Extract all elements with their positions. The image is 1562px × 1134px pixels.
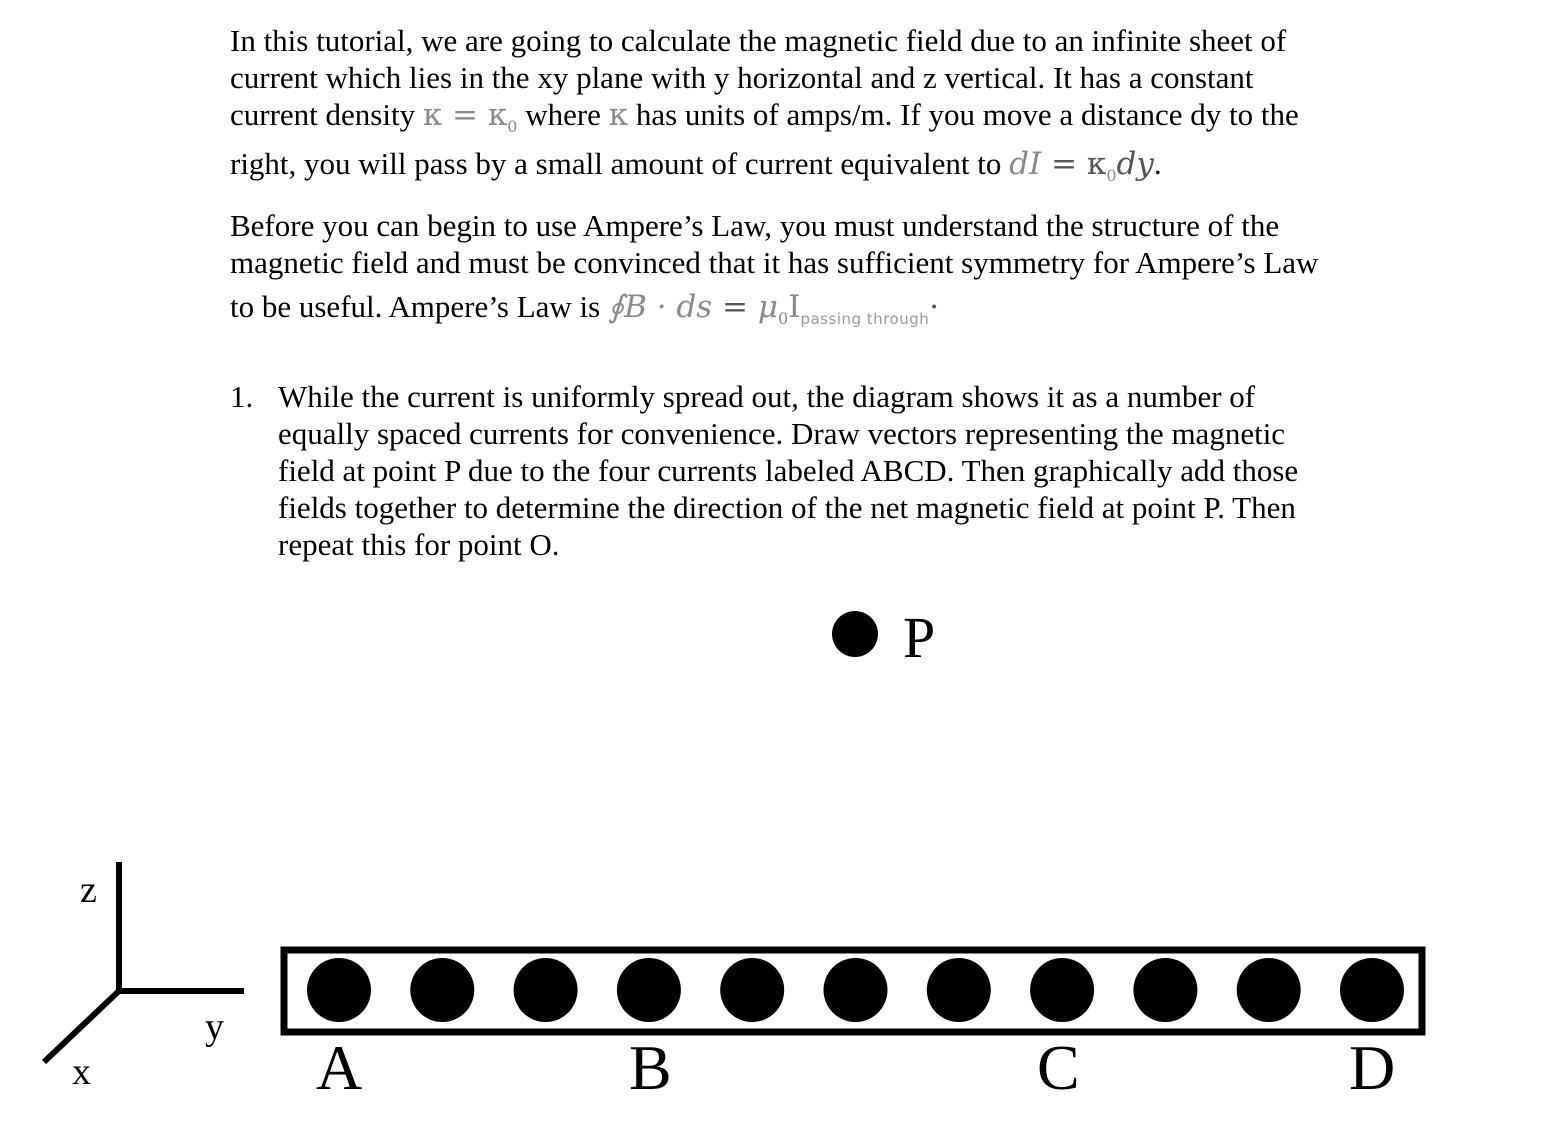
- intro-line-3-pre: current density: [230, 97, 423, 132]
- ampere-line-2: magnetic field and must be convinced that it has sufficient symmetry for Ampere’s Law: [230, 245, 1319, 280]
- wire-dot-9: [1133, 958, 1197, 1022]
- ampere-formula-mu-sub: 0: [778, 309, 789, 329]
- wire-label-c: C: [1037, 1032, 1080, 1103]
- question-line-1: While the current is uniformly spread out, the diagram shows it as a number of: [278, 379, 1256, 414]
- ampere-formula-mu: μ: [757, 289, 779, 325]
- x-axis-label: x: [72, 1051, 91, 1093]
- wire-dot-3: [514, 958, 578, 1022]
- question-line-3: field at point P due to the four currents labeled ABCD. Then graphically add those: [278, 453, 1299, 488]
- ampere-line-3-pre: to be useful. Ampere’s Law is: [230, 289, 608, 324]
- question-line-5: repeat this for point O.: [278, 527, 560, 562]
- ampere-formula-I: I: [788, 289, 801, 325]
- intro-line-4-pre: right, you will pass by a small amount of current equivalent to: [230, 146, 1010, 182]
- question-line-4: fields together to determine the direction of the net magnetic field at point P. Then: [278, 490, 1296, 525]
- ampere-formula-lhs: ∮B · ds: [607, 289, 713, 325]
- ampere-line-1: Before you can begin to use Ampere’s Law, you must understand the structure of the: [230, 208, 1280, 243]
- kappa-equation: κ = κ: [422, 97, 508, 133]
- ampere-formula-end: ·: [929, 289, 940, 325]
- wire-dot-11: [1340, 958, 1404, 1022]
- dI-kappa-subscript: 0: [1106, 166, 1117, 186]
- wire-label-d: D: [1349, 1032, 1396, 1103]
- wire-dot-2: [410, 958, 474, 1022]
- wire-dot-6: [824, 958, 888, 1022]
- ampere-formula-subscript: passing through: [800, 310, 930, 329]
- current-wires: [307, 958, 1404, 1022]
- intro-line-4-end: .: [1153, 146, 1162, 182]
- kappa-subscript: 0: [507, 117, 518, 137]
- intro-line-3-post: has units of amps/m. If you move a distance dy to the: [628, 97, 1299, 132]
- kappa-symbol: κ: [608, 97, 629, 133]
- question-line-2: equally spaced currents for convenience. Draw vectors representing the magnetic: [278, 416, 1286, 451]
- point-p-label: P: [903, 605, 936, 670]
- intro-line-2: current which lies in the xy plane with y horizontal and z vertical. It has a constant: [230, 60, 1254, 95]
- point-p-dot: [832, 611, 878, 657]
- intro-line-1: In this tutorial, we are going to calculate the magnetic field due to an infinite sheet of: [230, 23, 1287, 58]
- dI-symbol: dI: [1009, 146, 1042, 183]
- wire-dot-7: [927, 958, 991, 1022]
- wire-dot-10: [1237, 958, 1301, 1022]
- z-axis-label: z: [80, 869, 97, 911]
- wire-dot-1: [307, 958, 371, 1022]
- dy-symbol: dy: [1116, 146, 1154, 183]
- ampere-formula-eq: =: [712, 289, 758, 325]
- intro-line-3-mid: where: [517, 97, 609, 132]
- dI-equals-kappa: = κ: [1041, 146, 1107, 183]
- question-number: 1.: [230, 379, 254, 414]
- wire-dot-5: [720, 958, 784, 1022]
- wire-dot-4: [617, 958, 681, 1022]
- y-axis-label: y: [205, 1006, 224, 1048]
- wire-dot-8: [1030, 958, 1094, 1022]
- wire-label-a: A: [316, 1032, 363, 1103]
- wire-label-b: B: [629, 1032, 672, 1103]
